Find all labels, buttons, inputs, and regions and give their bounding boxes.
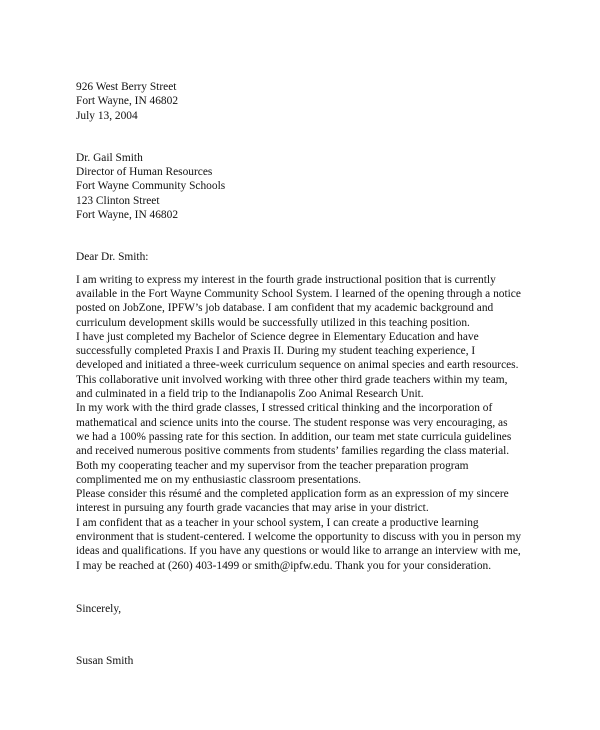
body-paragraph-4	[76, 487, 521, 516]
body-line: posted on JobZone, IPFW’s job database. I am confident that my academic background and	[76, 302, 494, 315]
salutation	[76, 250, 521, 264]
body-paragraph-3	[76, 401, 521, 487]
body-line: environment that is student-centered. I welcome the opportunity to discuss with you in person my	[76, 531, 522, 544]
recipient-name: Dr. Gail Smith	[76, 151, 143, 164]
sender-street: 926 West Berry Street	[76, 81, 177, 93]
signature	[76, 654, 521, 668]
body-line: mathematical and science units into the course. The student response was very encouraging, as	[76, 416, 508, 429]
body-line: I have just completed my Bachelor of Science degree in Elementary Education and have	[76, 330, 479, 343]
recipient-address	[76, 151, 521, 222]
letter-page	[76, 80, 521, 669]
sender-address	[76, 80, 521, 123]
body-line: we had a 100% passing rate for this section. In addition, our team met state curricula guidelines	[76, 430, 512, 443]
body-paragraph-1	[76, 273, 521, 330]
closing	[76, 602, 521, 616]
letter-body	[76, 273, 521, 573]
recipient-city: Fort Wayne, IN 46802	[76, 209, 179, 222]
recipient-street: 123 Clinton Street	[76, 194, 160, 207]
body-paragraph-5	[76, 516, 521, 573]
body-line: complimented me on my enthusiastic classroom presentations.	[76, 473, 362, 486]
sender-city: Fort Wayne, IN 46802	[76, 95, 179, 108]
body-line: Please consider this résumé and the completed application form as an expression of my sincere	[76, 488, 509, 501]
body-line: developed and initiated a three-week curriculum sequence on animal species and earth resources.	[76, 359, 519, 372]
body-line: In my work with the third grade classes, I stressed critical thinking and the incorporation of	[76, 402, 493, 415]
body-line: and received numerous positive comments from students’ families regarding the class material.	[76, 445, 510, 458]
salutation-text: Dear Dr. Smith:	[76, 251, 149, 264]
body-line: I am confident that as a teacher in your school system, I can create a productive learning	[76, 516, 479, 529]
body-line: available in the Fort Wayne Community School System. I learned of the opening through a notice	[76, 287, 521, 300]
body-line: This collaborative unit involved working with three other third grade teachers within my team,	[76, 373, 508, 386]
body-paragraph-2	[76, 330, 521, 401]
recipient-organization: Fort Wayne Community Schools	[76, 180, 226, 193]
body-line: curriculum development skills would be successfully utilized in this teaching position.	[76, 316, 470, 329]
body-line: and culminated in a field trip to the Indianapolis Zoo Animal Research Unit.	[76, 388, 424, 401]
closing-text: Sincerely,	[76, 602, 122, 615]
body-line: interest in pursuing any fourth grade vacancies that may arise in your district.	[76, 502, 429, 515]
body-line: Both my cooperating teacher and my supervisor from the teacher preparation program	[76, 459, 469, 472]
body-line: successfully completed Praxis I and Praxis II. During my student teaching experience, I	[76, 345, 476, 358]
body-line: I am writing to express my interest in the fourth grade instructional position that is currently	[76, 273, 496, 286]
body-line: ideas and qualifications. If you have any questions or would like to arrange an interview with me,	[76, 545, 521, 558]
recipient-title: Director of Human Resources	[76, 166, 213, 179]
signature-name: Susan Smith	[76, 655, 134, 668]
letter-date: July 13, 2004	[76, 109, 138, 122]
body-line: I may be reached at (260) 403-1499 or smith@ipfw.edu. Thank you for your consideration.	[76, 559, 492, 572]
